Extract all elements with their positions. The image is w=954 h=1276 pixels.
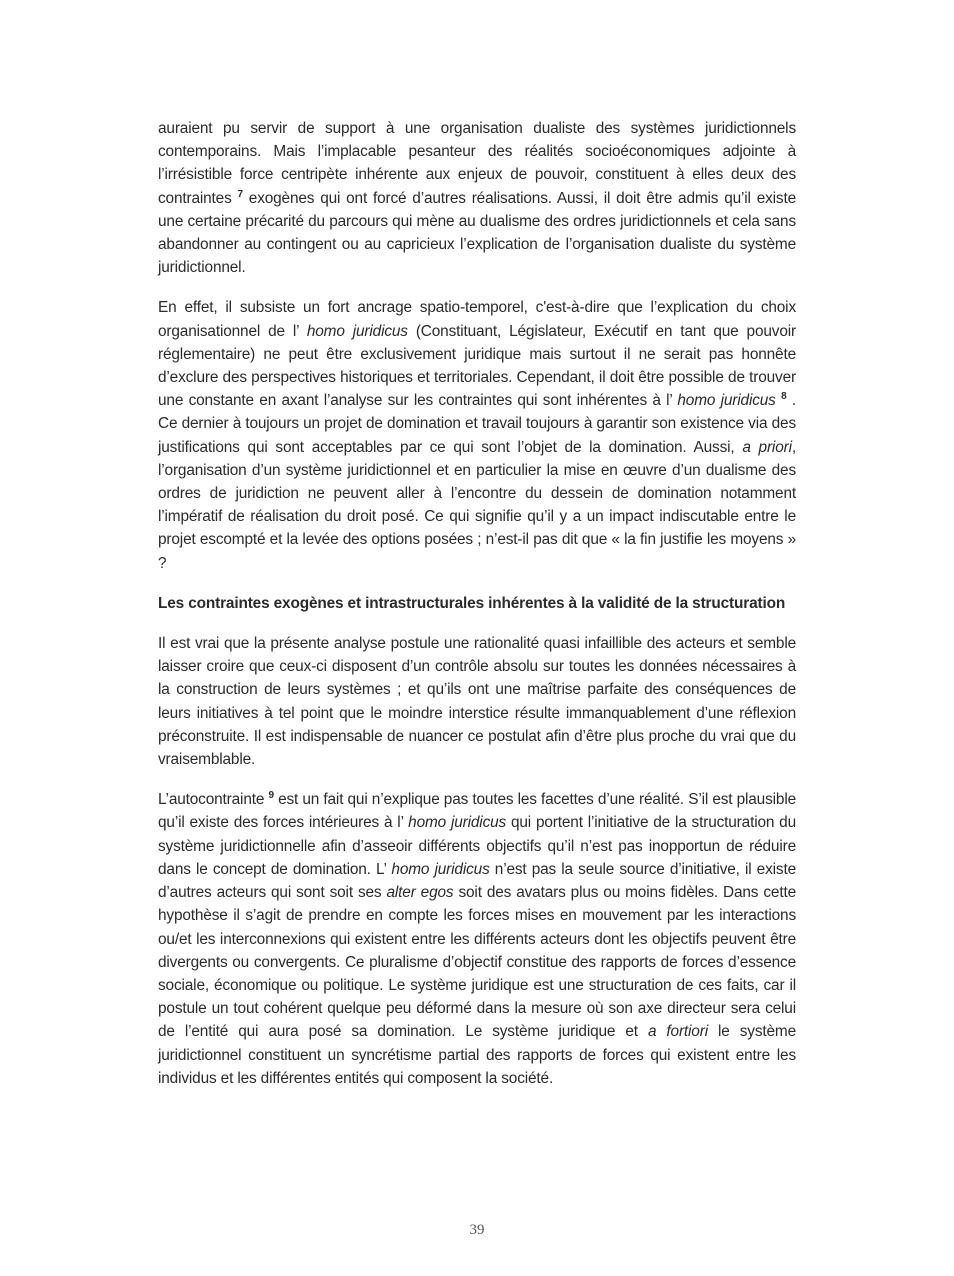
paragraph-2: En effet, il subsiste un fort ancrage spatio-temporel, c'est-à-dire que l’explication du choix organisationnel de l’ homo juridicus (Constituant, Législateur, Exécutif en tant que pouvoir réglementaire) ne peut être exclusivement juridique mais surtout il ne serait pas honnête d’exclure des perspectives historiques et territoriales. Cependant, il doit être possible de trouver une constante en axant l’analyse sur les contraintes qui sont inhérentes à l’ homo juridicus $^8$ . Ce dernier à toujours un projet de domination et travail toujours à garantir son existence via des justifications qui sont acceptables par ce qui sont l’objet de la domination. Aussi, a priori, l’organisation d’un système juridictionnel et en particulier la mise en œuvre d’un dualisme des ordres de juridiction ne peuvent aller à l’encontre du dessein de domination notamment l’impératif de réalisation du droit posé. Ce qui signifie qu’il y a un impact indiscutable entre le projet escompté et la levée des options posées ; n’est-il pas dit que « la fin justifie les moyens » ? xyxy=(158,299,796,572)
section-heading: Les contraintes exogènes et intrastructurales inhérentes à la validité de la structuration xyxy=(158,594,786,612)
paragraph-1: auraient pu servir de support à une organisation dualiste des systèmes juridictionnels contemporains. Mais l’implacable pesanteur des réalités socioéconomiques adjointe à l’irrésistible force centripète inhérente aux enjeux de pouvoir, constituent à elles deux des contraintes $^7$ exogènes qui ont forcé d’autres réalisations. Aussi, il doit être admis qu’il existe une certaine précarité du parcours qui mène au dualisme des ordres juridictionnels et cela sans abandonner au contingent ou au capricieux l’explication de l’organisation dualiste du système juridictionnel. xyxy=(158,120,796,277)
page-number: 39 xyxy=(469,1222,485,1238)
footnote-ref-8[interactable]: 8 xyxy=(781,391,787,403)
page-body xyxy=(158,117,796,1107)
paragraph-3: Il est vrai que la présente analyse postule une rationalité quasi infaillible des acteurs et semble laisser croire que ceux-ci disposent d’un contrôle absolu sur toutes les données nécessaires à la construction de leurs systèmes ; et qu’ils ont une maîtrise parfaite des conséquences de leurs initiatives à tel point que le moindre interstice résulte immanquablement d’une réflexion préconstruite. Il est indispensable de nuancer ce postulat afin d’être plus proche du vrai que du vraisemblable. xyxy=(158,635,796,769)
footnote-ref-7[interactable]: 7 xyxy=(237,188,243,200)
paragraph-4: L’autocontrainte $^9$ est un fait qui n’explique pas toutes les facettes d’une réalité. S’il est plausible qu’il existe des forces intérieures à l’ homo juridicus qui portent l’initiative de la structuration du système juridictionnelle afin d’asseoir différents objectifs qu’il n’est pas inopportun de réduire dans le concept de domination. L’ homo juridicus n’est pas la seule source d’initiative, il existe d’autres acteurs qui sont soit ses alter egos soit des avatars plus ou moins fidèles. Dans cette hypothèse il s’agit de prendre en compte les forces mises en mouvement par les interactions ou/et les interconnexions qui existent entre les différents acteurs dont les objectifs peuvent être divergents ou convergents. Ce pluralisme d’objectif constitue des rapports de forces d’essence sociale, économique ou politique. Le système juridique est une structuration de ces faits, car il postule un tout cohérent quelque peu déformé dans la mesure où son axe directeur sera celui de l’entité qui aura posé sa domination. Le système juridique et a fortiori le système juridictionnel constituent un syncrétisme partial des rapports de forces qui existent entre les individus et les différentes entités qui composent la société. xyxy=(158,790,796,1087)
footnote-ref-9[interactable]: 9 xyxy=(268,790,274,802)
